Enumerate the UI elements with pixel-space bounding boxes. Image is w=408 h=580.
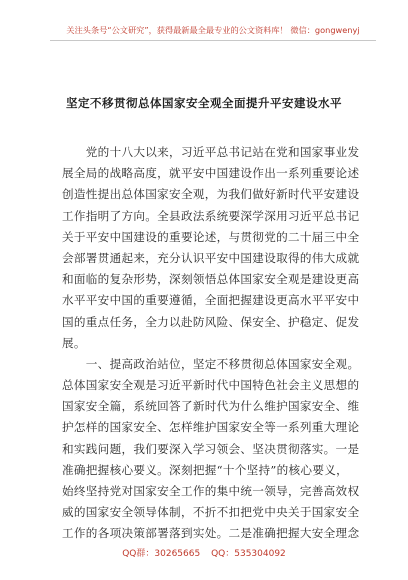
body-line: 党的十八大以来，习近平总书记站在党和国家事业发 [62,145,360,159]
top-banner [50,20,376,41]
body-line: 工作的各项决策部署落到实处。二是准确把握大安全理念 [62,526,360,541]
body-line: 国的重点任务，全力以赴防风险、保安全、护稳定、促发 [62,314,360,329]
body-line: 工作指明了方向。全县政法系统要深学深用习近平总书记 [62,208,360,223]
body-line: 会部署贯通起来，充分认识平安中国建设取得的伟大成就 [62,250,360,265]
body-line: 护怎样的国家安全、怎样维护国家安全等一系列重大理论 [62,420,360,435]
body-line: 准确把握核心要义。深刻把握“十个坚持”的核心要义， [62,462,349,477]
body-line: 和面临的复杂形势，深刻领悟总体国家安全观是建设更高 [62,272,360,287]
body-line: 一、提高政治站位，坚定不移贯彻总体国家安全观。 [62,356,360,371]
body-line: 威的国家安全领导体制，不折不扣把党中央关于国家安全 [62,505,360,520]
document-title: 坚定不移贯彻总体国家安全观全面提升平安建设水平 [66,96,342,110]
body-line: 展。 [62,335,86,350]
footer-qq-number: QQ：535304092 [211,549,286,559]
footer-qq-group: QQ群：30265665 [122,549,201,559]
footer-contact [0,546,408,559]
body-line: 和实践问题，我们要深入学习领会、坚决贯彻落实。一是 [62,441,360,456]
body-line: 展全局的战略高度，就平安中国建设作出一系列重要论述 [62,166,360,181]
document-body [62,142,360,545]
body-line: 创造性提出总体国家安全观，为我们做好新时代平安建设 [62,187,360,202]
body-line: 关于平安中国建设的重要论述，与贯彻党的二十届三中全 [62,229,360,244]
body-line: 始终坚持党对国家安全工作的集中统一领导，完善高效权 [62,484,360,498]
body-line: 总体国家安全观是习近平新时代中国特色社会主义思想的 [62,378,360,393]
banner-text: 关注头条号“公文研究”，获得最新最全最专业的公文资料库！ 微信：gongwenyj [66,25,360,35]
body-line: 水平平安中国的重要遵循，全面把握建设更高水平平安中 [62,293,360,308]
body-line: 国家安全篇，系统回答了新时代为什么维护国家安全、维 [62,399,360,414]
